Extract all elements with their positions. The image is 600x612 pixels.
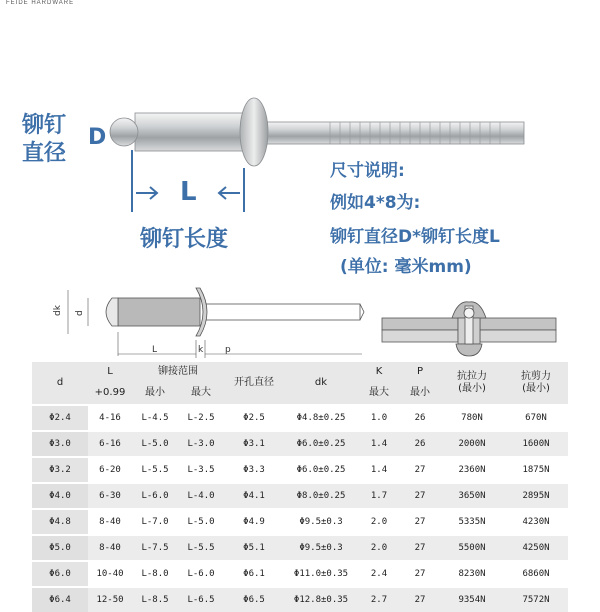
cell-max: L-4.0 <box>178 483 224 509</box>
rivet-diameter-line2: 直径 <box>22 141 67 166</box>
cell-p: 27 <box>400 509 440 535</box>
cell-dk: Φ12.8±0.35 <box>284 587 358 612</box>
cell-p: 26 <box>400 431 440 457</box>
cell-k: 2.0 <box>358 509 400 535</box>
cell-k: 1.0 <box>358 405 400 431</box>
cell-dk: Φ11.0±0.35 <box>284 561 358 587</box>
cell-hole: Φ6.5 <box>224 587 284 612</box>
cell-min: L-7.5 <box>132 535 178 561</box>
cell-tensile: 3650N <box>440 483 504 509</box>
header-tensile <box>440 362 504 405</box>
cell-shear: 670N <box>504 405 568 431</box>
cell-dk: Φ4.8±0.25 <box>284 405 358 431</box>
cell-k: 2.0 <box>358 535 400 561</box>
size-info-example: 例如4*8为: <box>330 193 421 213</box>
drawing-p-label: p <box>225 345 231 355</box>
cell-k: 1.7 <box>358 483 400 509</box>
table-row <box>32 509 568 535</box>
table-row <box>32 483 568 509</box>
cell-d: Φ3.2 <box>32 457 88 483</box>
diameter-symbol: D <box>88 125 107 150</box>
cell-tensile: 8230N <box>440 561 504 587</box>
cell-dk: Φ6.0±0.25 <box>284 457 358 483</box>
table-row <box>32 561 568 587</box>
header-K-max: 最大 <box>369 387 389 398</box>
header-d: d <box>56 377 64 388</box>
rivet-diameter-label <box>22 112 66 168</box>
cell-min: L-5.0 <box>132 431 178 457</box>
cell-max: L-2.5 <box>178 405 224 431</box>
header-shear-sub: (最小) <box>522 383 550 394</box>
cell-tensile: 9354N <box>440 587 504 612</box>
cell-L: 6-16 <box>88 431 132 457</box>
cell-dk: Φ9.5±0.3 <box>284 535 358 561</box>
cell-p: 26 <box>400 405 440 431</box>
spec-table <box>32 362 568 612</box>
cell-tensile: 5335N <box>440 509 504 535</box>
cell-dk: Φ9.5±0.3 <box>284 509 358 535</box>
cell-max: L-5.5 <box>178 535 224 561</box>
cell-d: Φ2.4 <box>32 405 88 431</box>
cell-max: L-3.0 <box>178 431 224 457</box>
size-info-unit: (单位: 毫米mm) <box>340 257 472 277</box>
header-tensile-sub: (最小) <box>458 383 486 394</box>
cell-L: 6-20 <box>88 457 132 483</box>
cell-hole: Φ4.1 <box>224 483 284 509</box>
header-K: K <box>375 366 383 377</box>
header-grip-range: 铆接范围 <box>158 366 198 377</box>
cell-p: 27 <box>400 561 440 587</box>
cell-L: 10-40 <box>88 561 132 587</box>
cell-shear: 1875N <box>504 457 568 483</box>
cell-min: L-8.5 <box>132 587 178 612</box>
drawing-dk-label: dk <box>53 305 63 316</box>
table-row <box>32 535 568 561</box>
cell-min: L-4.5 <box>132 405 178 431</box>
cell-k: 2.7 <box>358 587 400 612</box>
header-L-tolerance: +0.99 <box>94 387 126 398</box>
cell-dk: Φ6.0±0.25 <box>284 431 358 457</box>
header-shear <box>504 362 568 405</box>
cell-d: Φ4.0 <box>32 483 88 509</box>
cell-shear: 6860N <box>504 561 568 587</box>
cell-max: L-3.5 <box>178 457 224 483</box>
header-shear-label: 抗剪力 <box>521 371 551 382</box>
cell-d: Φ6.4 <box>32 587 88 612</box>
cell-tensile: 780N <box>440 405 504 431</box>
cell-hole: Φ4.9 <box>224 509 284 535</box>
cell-tensile: 2360N <box>440 457 504 483</box>
cell-tensile: 2000N <box>440 431 504 457</box>
cell-dk: Φ8.0±0.25 <box>284 483 358 509</box>
cell-hole: Φ3.1 <box>224 431 284 457</box>
cell-shear: 2895N <box>504 483 568 509</box>
drawing-d-label: d <box>75 310 85 316</box>
size-info-formula: 铆钉直径D*铆钉长度L <box>330 227 500 247</box>
header-P: P <box>416 366 424 377</box>
cell-hole: Φ6.1 <box>224 561 284 587</box>
header-dk: dk <box>314 377 328 388</box>
drawing-k-label: k <box>198 345 204 355</box>
cell-min: L-5.5 <box>132 457 178 483</box>
rivet-length-label: 铆钉长度 <box>140 227 229 252</box>
table-row <box>32 405 568 431</box>
rivet-diameter-line1: 铆钉 <box>22 113 67 138</box>
header-L: L <box>107 366 113 377</box>
cell-k: 1.4 <box>358 431 400 457</box>
size-info-title: 尺寸说明: <box>330 161 405 181</box>
drawing-L-label: L <box>152 345 158 355</box>
table-row <box>32 457 568 483</box>
cell-d: Φ5.0 <box>32 535 88 561</box>
cell-max: L-6.5 <box>178 587 224 612</box>
cell-hole: Φ5.1 <box>224 535 284 561</box>
cell-p: 27 <box>400 535 440 561</box>
cell-d: Φ4.8 <box>32 509 88 535</box>
cell-tensile: 5500N <box>440 535 504 561</box>
cell-hole: Φ2.5 <box>224 405 284 431</box>
header-grip-min: 最小 <box>145 387 165 398</box>
size-info <box>330 160 500 278</box>
header-hole-diameter: 开孔直径 <box>234 377 274 388</box>
length-symbol: L <box>180 177 197 207</box>
cell-L: 8-40 <box>88 535 132 561</box>
cell-d: Φ3.0 <box>32 431 88 457</box>
cell-shear: 7572N <box>504 587 568 612</box>
cell-L: 4-16 <box>88 405 132 431</box>
cell-min: L-8.0 <box>132 561 178 587</box>
cell-k: 2.4 <box>358 561 400 587</box>
cell-k: 1.4 <box>358 457 400 483</box>
table-header-row-1 <box>32 362 568 382</box>
cell-shear: 4250N <box>504 535 568 561</box>
header-tensile-label: 抗拉力 <box>457 371 487 382</box>
cell-d: Φ6.0 <box>32 561 88 587</box>
cell-p: 27 <box>400 457 440 483</box>
cell-min: L-7.0 <box>132 509 178 535</box>
cell-L: 6-30 <box>88 483 132 509</box>
cell-p: 27 <box>400 587 440 612</box>
cell-L: 12-50 <box>88 587 132 612</box>
brand-logo-text: FEIDE HARDWARE <box>6 0 75 6</box>
cell-max: L-5.0 <box>178 509 224 535</box>
cell-shear: 4230N <box>504 509 568 535</box>
cell-shear: 1600N <box>504 431 568 457</box>
header-grip-max: 最大 <box>191 387 211 398</box>
cell-min: L-6.0 <box>132 483 178 509</box>
table-row <box>32 431 568 457</box>
cell-hole: Φ3.3 <box>224 457 284 483</box>
cell-max: L-6.0 <box>178 561 224 587</box>
cell-L: 8-40 <box>88 509 132 535</box>
cell-p: 27 <box>400 483 440 509</box>
header-P-min: 最小 <box>410 387 430 398</box>
spec-table-body <box>32 405 568 612</box>
